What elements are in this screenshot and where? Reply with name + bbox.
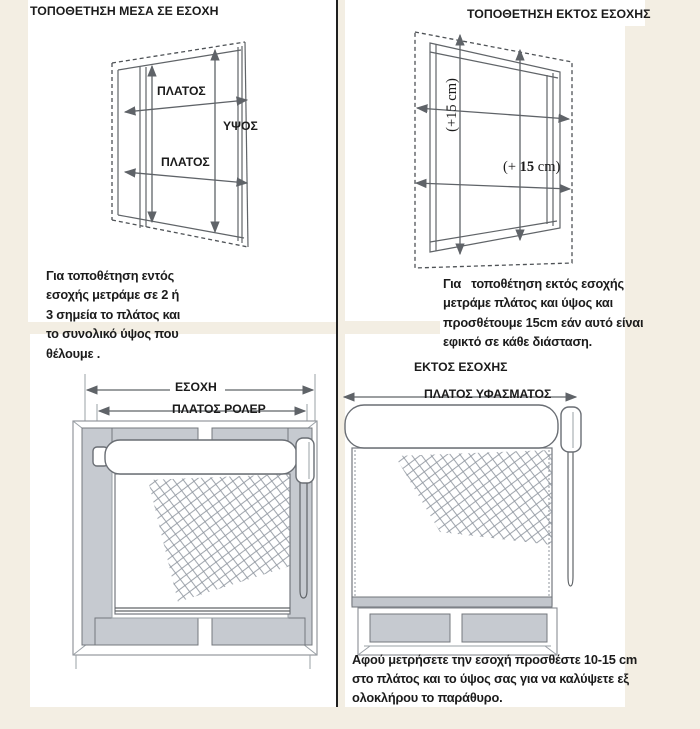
label-part: (+: [503, 159, 520, 175]
seam-band: [338, 321, 440, 334]
caption-line: μετράμε πλάτος και ύψος και: [443, 295, 613, 311]
caption-line: θέλουμε .: [46, 345, 101, 361]
recess-frame-outline: [112, 42, 248, 247]
side-bracket: [561, 407, 581, 452]
roller-outside-recess-drawing: [340, 360, 620, 660]
roller-tube: [345, 405, 581, 452]
window-sill: [358, 608, 557, 655]
caption-line: Αφού μετρήσετε την εσοχή προσθέστε 10-15 cm: [352, 652, 638, 667]
label-part-bold: 15: [519, 159, 535, 175]
label-fabric-width: ΠΛΑΤΟΣ ΥΦΑΣΜΑΤΟΣ: [424, 387, 552, 401]
caption-bottom: [352, 650, 637, 707]
caption-line: στο πλάτος και το ύψος σας για να καλύψετε εξ: [352, 671, 629, 686]
label-width-bottom: ΠΛΑΤΟΣ: [161, 155, 210, 169]
heading-outside-recess: ΕΚΤΟΣ ΕΣΟΧΗΣ: [414, 360, 508, 374]
label-roller-width: ΠΛΑΤΟΣ ΡΟΛΕΡ: [172, 402, 266, 416]
measure-arrows: [125, 50, 247, 232]
recess-window-drawing: [28, 30, 308, 275]
caption-inside-recess: [46, 266, 180, 363]
title-outside-recess: ΤΟΠΟΘΕΤΗΣΗ ΕΚΤΟΣ ΕΣΟΧΗΣ: [467, 7, 651, 21]
fabric-panel: [115, 474, 290, 614]
caption-line: προσθέτουμε 15cm εάν αυτό είναι: [443, 314, 644, 330]
caption-outside-recess: [443, 274, 643, 352]
caption-line: εσοχής μετράμε σε 2 ή: [46, 287, 180, 303]
title-inside-recess: ΤΟΠΟΘΕΤΗΣΗ ΜΕΣΑ ΣΕ ΕΣΟΧΗ: [30, 4, 219, 18]
caption-line: Για τοποθέτηση εντός: [46, 268, 175, 283]
caption-line: ολοκλήρου το παράθυρο.: [352, 690, 503, 705]
label-width-top: ΠΛΑΤΟΣ: [157, 84, 206, 98]
outside-window-drawing: [345, 28, 630, 278]
chain: [568, 452, 573, 586]
caption-line: εφικτό σε κάθε διάσταση.: [443, 334, 592, 350]
fabric-panel: [352, 448, 552, 607]
label-width-plus-15cm: [503, 159, 560, 176]
blind-dashed-outline: [415, 32, 572, 268]
caption-line: 3 σημεία το πλάτος και: [46, 306, 181, 322]
caption-line: Για τοποθέτηση εκτός εσοχής: [443, 276, 624, 291]
label-recess: ΕΣΟΧΗ: [175, 380, 217, 394]
label-part: cm): [534, 159, 561, 175]
label-height: ΥΨΟΣ: [223, 119, 258, 133]
bottom-bar: [352, 597, 552, 607]
side-bracket: [296, 438, 314, 483]
label-height-plus-15cm: (+15 cm): [444, 78, 460, 132]
caption-line: το συνολικό ύψος που: [46, 326, 179, 342]
